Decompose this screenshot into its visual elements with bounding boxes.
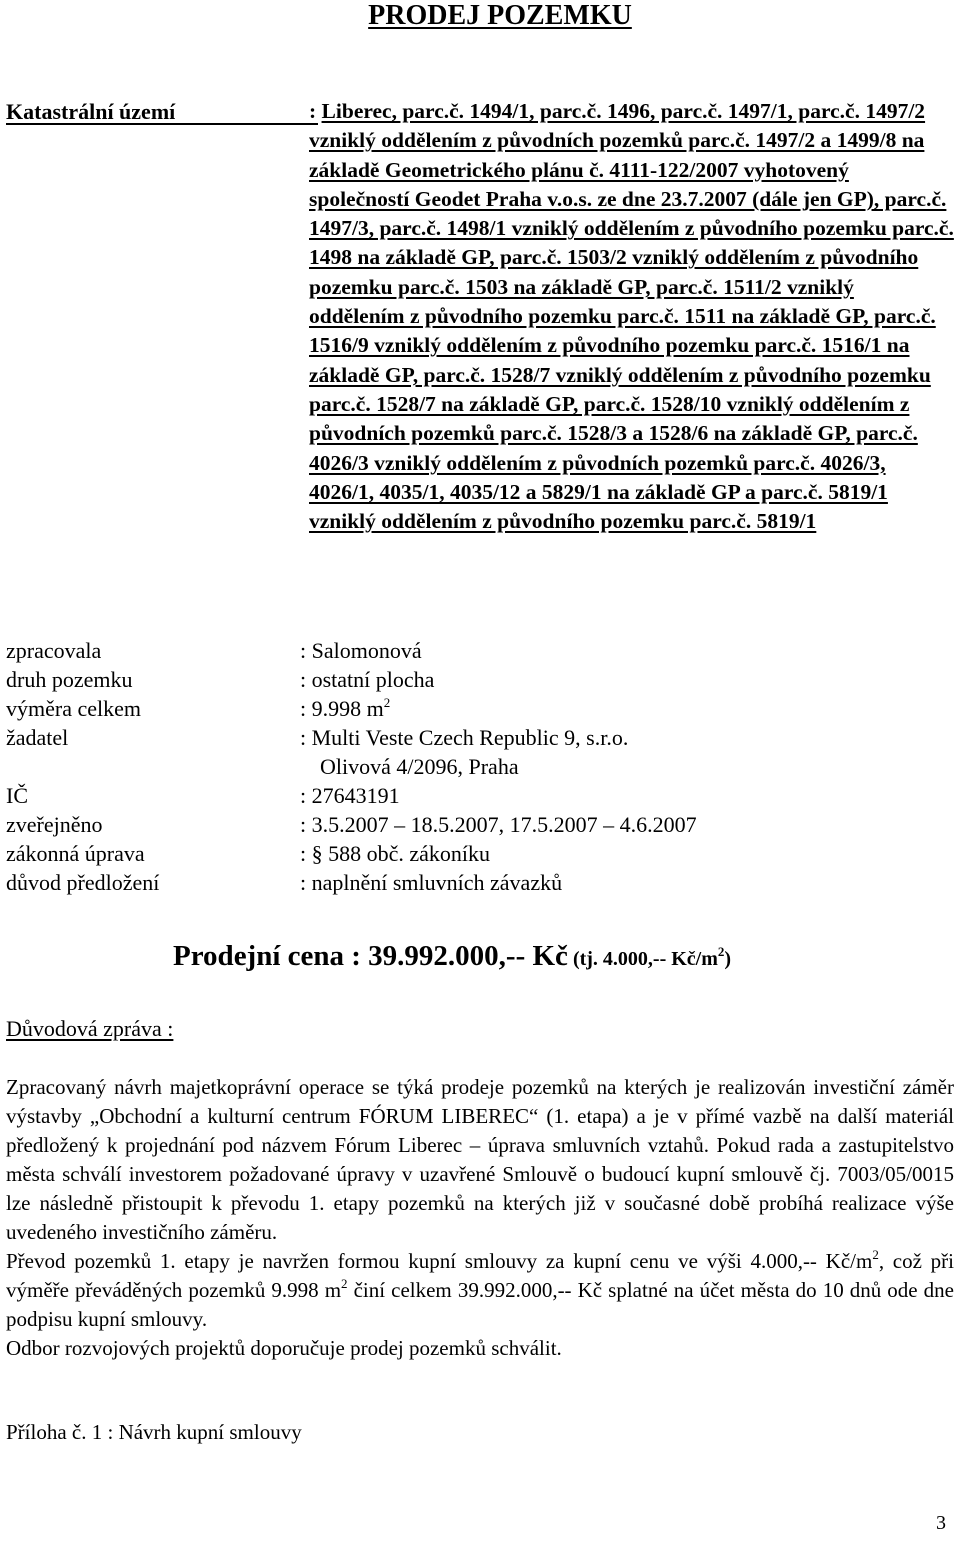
vymera-value xyxy=(300,696,390,722)
zadatel-address: Olivová 4/2096, Praha xyxy=(320,754,519,779)
per-unit-suffix: ) xyxy=(724,948,732,970)
zadatel-value: : Multi Veste Czech Republic 9, s.r.o. xyxy=(300,725,629,750)
zadatel-label: žadatel xyxy=(6,725,69,750)
sale-price xyxy=(173,940,731,973)
zpracovala-value: : Salomonová xyxy=(300,638,422,663)
druh-pozemku-label: druh pozemku xyxy=(6,667,133,692)
body-p2-b: , což při výměře převáděných pozemků 9.998 m xyxy=(6,1249,954,1302)
katastr-label: Katastrální území xyxy=(6,99,176,124)
duvodova-zprava-body xyxy=(6,1073,954,1363)
sale-price-per-unit xyxy=(567,944,732,970)
vymera-sup: 2 xyxy=(383,695,391,710)
zakonna-uprava-value: : § 588 obč. zákoníku xyxy=(300,841,491,866)
katastr-text: Liberec, parc.č. 1494/1, parc.č. 1496, parc.č. 1497/1, parc.č. 1497/2 vzniklý oddělením z původních pozemků parc.č. 1497/2 a 1499/8 na základě Geometrického plánu č. 4111-122/2007 vyhotovený společností Geodet Praha v.o.s. ze dne 23.7.2007 (dále jen GP), parc.č. 1497/3, parc.č. 1498/1 vzniklý oddělením z původního pozemku parc.č. 1498 na základě GP, parc.č. 1503/2 vzniklý oddělením z původního pozemku parc.č. 1503 na základě GP, parc.č. 1511/2 vzniklý oddělením z původního pozemku parc.č. 1511 na základě GP, parc.č. 1516/9 vzniklý oddělením z původního pozemku parc.č. 1516/1 na základě GP, parc.č. 1528/7 vzniklý oddělením z původního pozemku parc.č. 1528/7 na základě GP, parc.č. 1528/10 vzniklý oddělením z původních pozemků parc.č. 1528/3 a 1528/6 na základě GP, parc.č. 4026/3 vzniklý oddělením z původních pozemků parc.č. 4026/3, 4026/1, 4035/1, 4035/12 a 5829/1 na základě GP a parc.č. 5819/1 vzniklý oddělením z původního pozemku parc.č. 5819/1 xyxy=(309,99,954,534)
body-paragraph-2 xyxy=(6,1247,954,1334)
zverejneno-label: zveřejněno xyxy=(6,812,103,837)
per-unit-prefix: (tj. 4.000,-- Kč/m xyxy=(567,948,718,970)
attachment-note: Příloha č. 1 : Návrh kupní smlouvy xyxy=(6,1420,302,1444)
page-number: 3 xyxy=(936,1512,946,1534)
document-title: PRODEJ POZEMKU xyxy=(368,0,632,31)
katastr-prefix: : xyxy=(309,99,322,123)
katastr-underline xyxy=(6,123,318,125)
body-paragraph-1: Zpracovaný návrh majetkoprávní operace se týká prodeje pozemků na kterých je realizován investiční záměr výstavby „Obchodní a kulturní centrum FÓRUM LIBEREC“ (1. etapa) a je v přímé vazbě na další materiál předložený k projednání pod názvem Fórum Liberec – úprava smluvních vztahů. Pokud rada a zastupitelstvo města schválí investorem požadované úpravy v uzavřené Smlouvě o budoucí kupní smlouvě čj. 7003/05/0015 lze následně přistoupit k převodu 1. etapy pozemků na kterých již v současné době probíhá realizace výše uvedeného investičního záměru. xyxy=(6,1075,954,1244)
katastr-value xyxy=(309,97,954,536)
sale-price-main: Prodejní cena : 39.992.000,-- Kč xyxy=(173,940,568,972)
vymera-label: výměra celkem xyxy=(6,696,141,721)
zverejneno-value: : 3.5.2007 – 18.5.2007, 17.5.2007 – 4.6.2007 xyxy=(300,812,697,837)
duvodova-zprava-heading: Důvodová zpráva : xyxy=(6,1016,174,1041)
ic-label: IČ xyxy=(6,783,28,808)
druh-pozemku-value: : ostatní plocha xyxy=(300,667,435,692)
zakonna-uprava-label: zákonná úprava xyxy=(6,841,145,866)
per-unit-sup: 2 xyxy=(717,944,725,959)
body-paragraph-3: Odbor rozvojových projektů doporučuje prodej pozemků schválit. xyxy=(6,1336,562,1360)
body-p2-a: Převod pozemků 1. etapy je navržen formou kupní smlouvy za kupní cenu ve výši 4.000,-- Kč/m xyxy=(6,1249,873,1273)
zpracovala-label: zpracovala xyxy=(6,638,102,663)
duvod-predlozeni-value: : naplnění smluvních závazků xyxy=(300,870,563,895)
body-p2-sup2: 2 xyxy=(341,1276,348,1291)
vymera-text: : 9.998 m xyxy=(300,696,384,721)
body-p2-sup1: 2 xyxy=(872,1247,879,1262)
body-p2-c: činí celkem 39.992.000,-- Kč splatné na účet města do 10 dnů ode dne podpisu kupní smlouvy. xyxy=(6,1278,954,1331)
duvod-predlozeni-label: důvod předložení xyxy=(6,870,160,895)
ic-value: : 27643191 xyxy=(300,783,400,808)
